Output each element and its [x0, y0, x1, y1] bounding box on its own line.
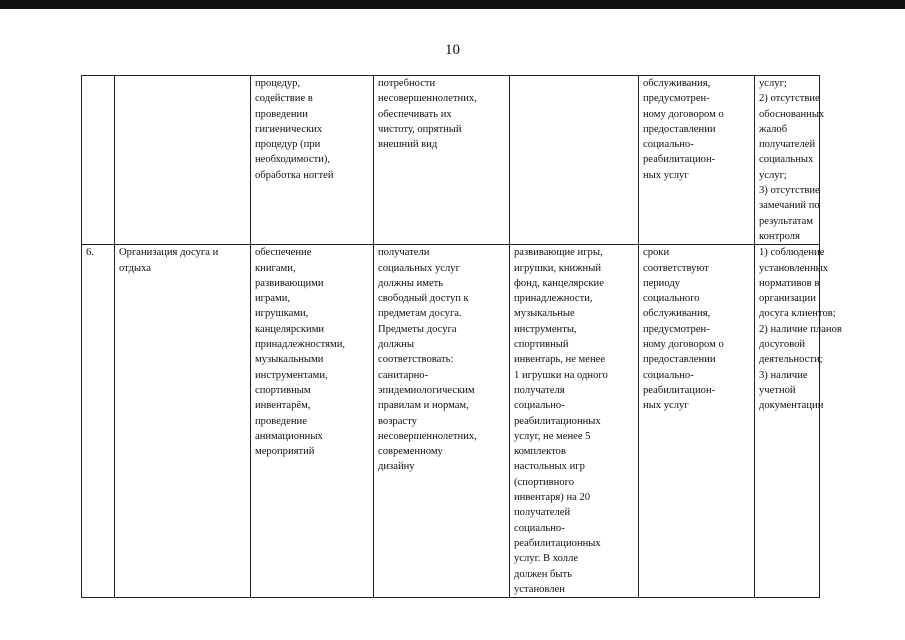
cell-line: анимационных	[255, 430, 323, 442]
cell-line: 2) отсутствие	[759, 93, 820, 105]
cell-line: фонд, канцелярские	[514, 277, 604, 289]
cell-line: необходимости),	[255, 154, 331, 166]
cell-line: внешний вид	[378, 139, 438, 151]
cell-line: реабилитацион-	[643, 384, 716, 396]
cell-line: 2) наличие планов	[759, 323, 842, 335]
cell-line: учетной	[759, 384, 796, 396]
cell-line: замечаний по	[759, 200, 820, 212]
cell-line: досуга клиентов;	[759, 308, 836, 320]
cell-line: правилам и нормам,	[378, 400, 469, 412]
cell-line: услуг;	[759, 78, 787, 89]
cell-line: услуг, не менее 5	[514, 430, 591, 442]
cell-line: нормативов в	[759, 277, 820, 289]
cell-line: должен быть	[514, 568, 573, 580]
page-number: 10	[445, 42, 460, 58]
cell-line: дизайну	[378, 461, 415, 473]
cell-line: социально-	[514, 522, 565, 534]
cell-line: реабилитационных	[514, 415, 601, 427]
cell-line: деятельности;	[759, 354, 823, 366]
cell-line: предоставлении	[643, 354, 716, 366]
cell-line: результатам	[759, 215, 813, 227]
cell-line: услуг. В холле	[514, 553, 579, 565]
cell-line: несовершеннолетних,	[378, 93, 477, 105]
cell-number	[82, 245, 115, 598]
cell-line: реабилитацион-	[643, 154, 716, 166]
cell-line: 1 игрушки на одного	[514, 369, 608, 381]
cell-line: современному	[378, 446, 443, 458]
cell-number	[82, 76, 115, 245]
cell-line: процедур,	[255, 78, 301, 89]
cell-line: несовершеннолетних,	[378, 430, 477, 442]
cell-line: эпидемиологическим	[378, 384, 475, 396]
cell-line: социального	[643, 293, 700, 305]
cell-line: досуговой	[759, 339, 806, 351]
top-scan-border	[0, 0, 905, 9]
cell-line: обработка ногтей	[255, 169, 334, 181]
cell-line: предоставлении	[643, 123, 716, 135]
cell-line: должны иметь	[378, 277, 444, 289]
cell-line: социально-	[643, 139, 694, 151]
cell-line: инвентаря) на 20	[514, 492, 591, 504]
cell-line: свободный доступ к	[378, 293, 469, 305]
cell-line: музыкальными	[255, 354, 324, 366]
cell-line: отдыха	[119, 262, 152, 274]
cell-line: процедур (при	[255, 139, 321, 151]
cell-line: проведение	[255, 415, 307, 427]
cell-line: санитарно-	[378, 369, 429, 381]
cell-line: ных услуг	[643, 400, 689, 412]
cell-line: (спортивного	[514, 476, 574, 488]
cell-line: 3) отсутствие	[759, 185, 820, 197]
cell-line: канцелярскими	[255, 323, 325, 335]
cell-line: соответствовать:	[378, 354, 454, 366]
cell-line: социальных	[759, 154, 814, 166]
cell-line: обслуживания,	[643, 78, 711, 89]
cell-line: спортивный	[514, 339, 569, 351]
cell-line: принадлежностями,	[255, 339, 346, 351]
cell-line: проведении	[255, 108, 308, 120]
cell-line: услуг;	[759, 169, 787, 181]
cell-line: играми,	[255, 293, 291, 305]
cell-line: предусмотрен-	[643, 323, 710, 335]
cell-requirements	[374, 76, 510, 245]
cell-line: установленных	[759, 262, 829, 274]
cell-line: инструменты,	[514, 323, 577, 335]
cell-service-content	[251, 76, 374, 245]
cell-terms	[639, 245, 755, 598]
cell-line: обслуживания,	[643, 308, 711, 320]
cell-line: получатели	[378, 247, 430, 259]
cell-service-content	[251, 245, 374, 598]
table-row	[82, 76, 820, 245]
cell-equipment	[510, 76, 639, 245]
table-row	[82, 245, 820, 598]
cell-service-name	[115, 245, 251, 598]
cell-line: контроля	[759, 230, 800, 242]
cell-text: 6.	[86, 247, 94, 259]
cell-requirements	[374, 245, 510, 598]
cell-line: обеспечивать их	[378, 108, 452, 120]
cell-line: настольных игр	[514, 461, 585, 473]
cell-line: предусмотрен-	[643, 93, 710, 105]
cell-line: документации	[759, 400, 824, 412]
cell-line: развивающими	[255, 277, 324, 289]
services-table	[81, 75, 842, 598]
cell-line: предметам досуга.	[378, 308, 462, 320]
cell-line: Предметы досуга	[378, 323, 457, 335]
cell-line: ному договором о	[643, 108, 724, 120]
cell-line: установлен	[514, 583, 565, 595]
cell-line: периоду	[643, 277, 681, 289]
cell-line: ному договором о	[643, 339, 724, 351]
cell-line: жалоб	[759, 123, 788, 135]
cell-line: социальных услуг	[378, 262, 460, 274]
cell-line: инвентарём,	[255, 400, 311, 412]
cell-line: соответствуют	[643, 262, 709, 274]
cell-equipment	[510, 245, 639, 598]
cell-line: Организация досуга и	[119, 247, 219, 259]
cell-line: 3) наличие	[759, 369, 808, 381]
cell-line: 1) соблюдение	[759, 247, 825, 259]
cell-line: развивающие игры,	[514, 247, 603, 259]
cell-line: получателей	[514, 507, 571, 519]
cell-line: игрушками,	[255, 308, 309, 320]
cell-line: книгами,	[255, 262, 296, 274]
cell-line: обоснованных	[759, 108, 825, 120]
cell-line: принадлежности,	[514, 293, 593, 305]
cell-criteria	[755, 76, 825, 245]
cell-line: сроки	[643, 247, 670, 259]
cell-line: инструментами,	[255, 369, 328, 381]
cell-line: игрушки, книжный	[514, 262, 602, 274]
cell-service-name	[115, 76, 251, 245]
cell-line: чистоту, опрятный	[378, 123, 462, 135]
cell-line: инвентарь, не менее	[514, 354, 606, 366]
cell-line: обеспечение	[255, 247, 312, 259]
cell-criteria	[755, 245, 842, 598]
cell-terms	[639, 76, 755, 245]
cell-line: организации	[759, 293, 816, 305]
cell-line: спортивным	[255, 384, 311, 396]
cell-line: комплектов	[514, 446, 566, 458]
cell-line: содействие в	[255, 93, 313, 105]
cell-line: мероприятий	[255, 446, 315, 458]
cell-line: потребности	[378, 78, 436, 89]
cell-line: возрасту	[378, 415, 417, 427]
cell-line: гигиенических	[255, 123, 323, 135]
cell-line: социально-	[643, 369, 694, 381]
cell-line: социально-	[514, 400, 565, 412]
cell-line: получателей	[759, 139, 816, 151]
cell-line: музыкальные	[514, 308, 575, 320]
cell-line: получателя	[514, 384, 565, 396]
cell-line: реабилитационных	[514, 537, 601, 549]
cell-line: ных услуг	[643, 169, 689, 181]
cell-line: должны	[378, 339, 414, 351]
